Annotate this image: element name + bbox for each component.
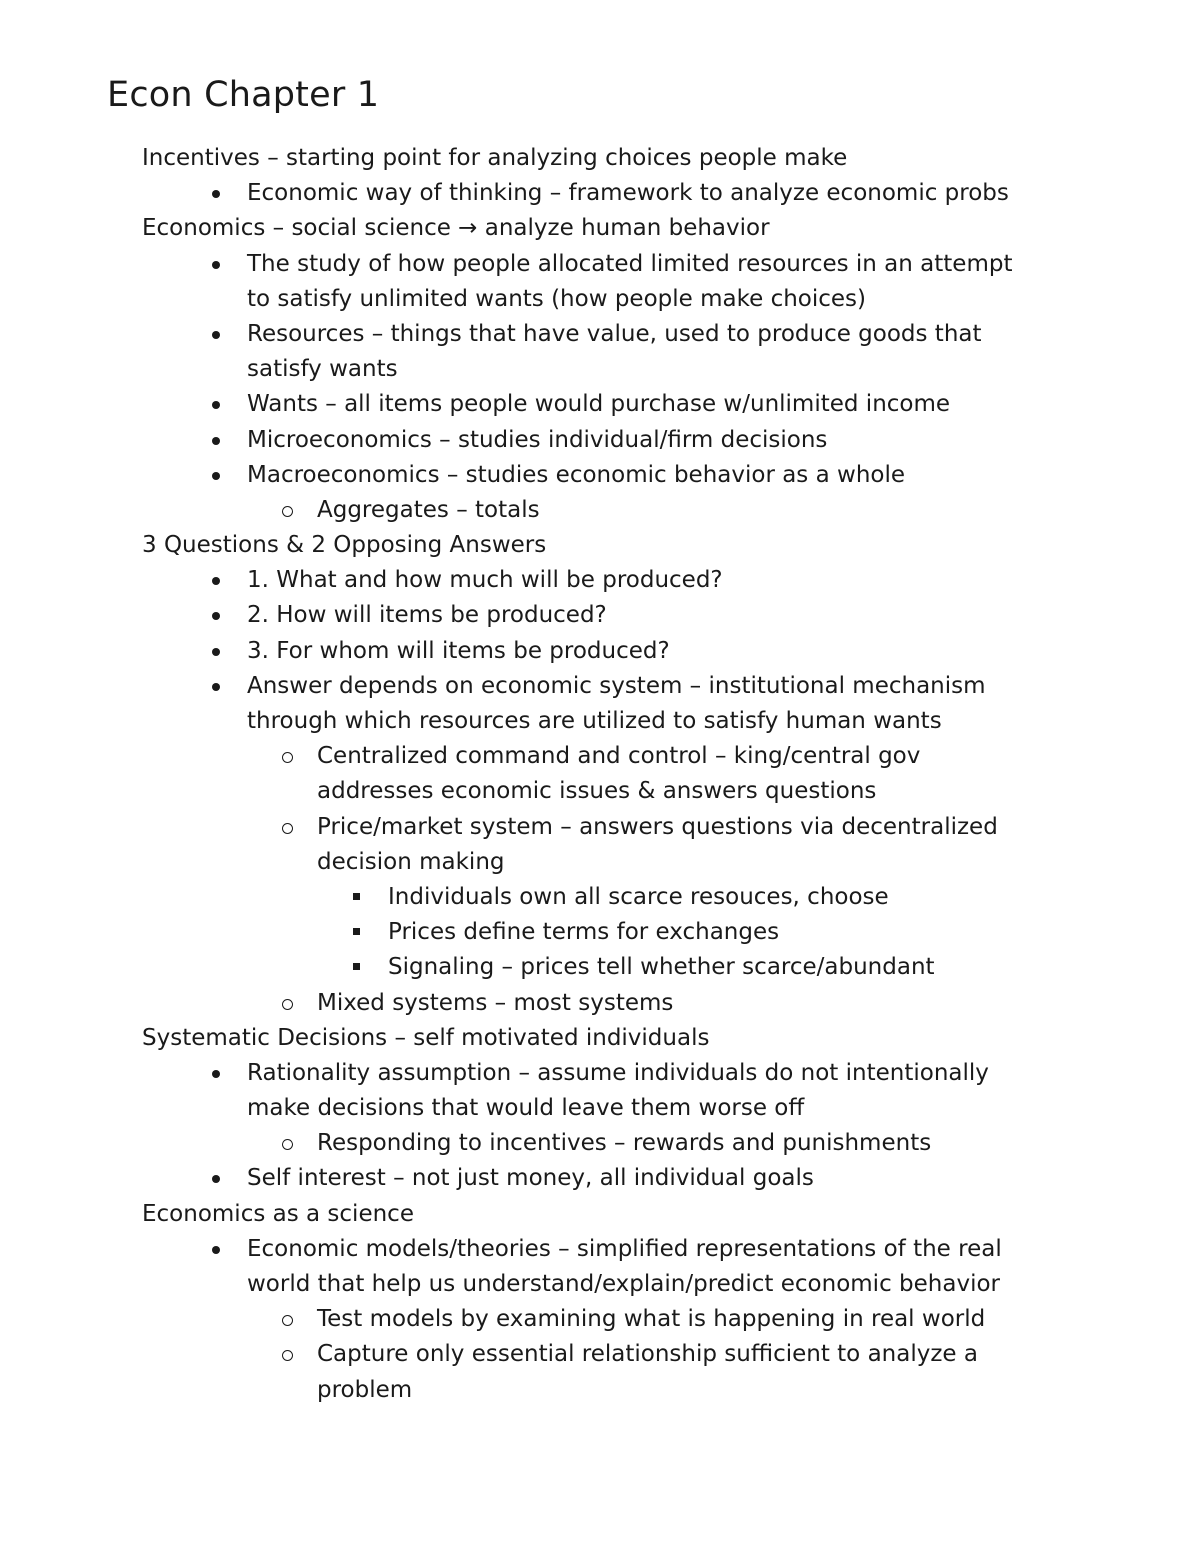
bullet-disc-icon — [212, 1070, 220, 1078]
outline-line-text: Incentives – starting point for analyzing choices people make — [142, 145, 848, 171]
outline-line — [0, 1232, 1200, 1267]
bullet-disc-icon — [212, 1175, 220, 1183]
outline-line-text: addresses economic issues & answers questions — [317, 778, 877, 805]
outline-line-text: 3. For whom will items be produced? — [247, 637, 670, 664]
bullet-square-icon — [353, 963, 360, 970]
outline-line-text: Centralized command and control – king/central gov — [317, 743, 921, 770]
outline-line — [0, 1161, 1200, 1196]
outline-line — [0, 915, 1200, 950]
bullet-disc-icon — [212, 401, 220, 409]
outline-line — [0, 1337, 1200, 1372]
outline-line — [0, 598, 1200, 633]
bullet-disc-icon — [212, 261, 220, 269]
outline-line-text: world that help us understand/explain/predict economic behavior — [247, 1271, 1000, 1297]
bullet-disc-icon — [212, 683, 220, 691]
bullet-disc-icon — [212, 472, 220, 480]
outline-line-text: 2. How will items be produced? — [247, 602, 607, 629]
document-title: Econ Chapter 1 — [107, 75, 380, 115]
outline-line — [0, 950, 1200, 985]
bullet-square-icon — [353, 928, 360, 935]
bullet-square-icon — [353, 893, 360, 900]
outline-line-text: Self interest – not just money, all individual goals — [247, 1165, 814, 1192]
outline-line — [0, 352, 1200, 387]
outline-line — [0, 1021, 1200, 1056]
outline-line-text: make decisions that would leave them worse off — [247, 1095, 805, 1122]
outline-line — [0, 845, 1200, 880]
outline-line-text: Macroeconomics – studies economic behavior as a whole — [247, 461, 906, 488]
outline-line — [0, 282, 1200, 317]
bullet-circle-icon — [282, 1139, 293, 1150]
outline-line-text: Test models by examining what is happening in real world — [317, 1306, 986, 1333]
outline-line — [0, 704, 1200, 739]
outline-line-text: Economic models/theories – simplified representations of the real — [247, 1235, 1002, 1262]
outline-line — [0, 1197, 1200, 1232]
outline-line — [0, 774, 1200, 809]
outline-line-text: 1. What and how much will be produced? — [247, 567, 723, 594]
outline-line — [0, 493, 1200, 528]
outline-line-text: Systematic Decisions – self motivated individuals — [142, 1024, 710, 1051]
bullet-disc-icon — [212, 331, 220, 339]
outline-line-text: Rationality assumption – assume individuals do not intentionally — [247, 1059, 989, 1086]
outline-line — [0, 1056, 1200, 1091]
outline-line-text: Price/market system – answers questions via decentralized — [317, 813, 998, 840]
outline-line — [0, 634, 1200, 669]
outline-line — [0, 211, 1200, 246]
outline-line — [0, 563, 1200, 598]
outline-line — [0, 317, 1200, 352]
outline-line — [0, 458, 1200, 493]
outline-line-text: Individuals own all scarce resouces, choose — [388, 883, 889, 910]
outline-line-text: Prices define terms for exchanges — [388, 919, 780, 946]
outline-line-text: satisfy wants — [247, 356, 398, 383]
bullet-disc-icon — [212, 612, 220, 620]
bullet-disc-icon — [212, 648, 220, 656]
outline-line-text: Responding to incentives – rewards and punishments — [317, 1130, 932, 1157]
outline-line — [0, 739, 1200, 774]
outline-line — [0, 986, 1200, 1021]
outline-line-text: Economic way of thinking – framework to analyze economic probs — [247, 180, 1009, 207]
outline-line — [0, 141, 1200, 176]
bullet-circle-icon — [282, 1350, 293, 1361]
outline-line-text: Mixed systems – most systems — [317, 989, 674, 1016]
bullet-circle-icon — [282, 823, 293, 834]
outline-line-text: Economics – social science → analyze human behavior — [142, 215, 770, 242]
outline-line — [0, 1373, 1200, 1408]
outline-line — [0, 810, 1200, 845]
outline-line — [0, 880, 1200, 915]
outline-line-text: The study of how people allocated limited resources in an attempt — [247, 250, 1013, 277]
outline-line — [0, 528, 1200, 563]
bullet-disc-icon — [212, 190, 220, 198]
bullet-circle-icon — [282, 1315, 293, 1326]
outline-line — [0, 387, 1200, 422]
outline-line-text: Capture only essential relationship sufficient to analyze a — [317, 1341, 978, 1368]
outline-line — [0, 423, 1200, 458]
outline-line — [0, 1302, 1200, 1337]
outline-line-text: Economics as a science — [142, 1200, 414, 1227]
outline-line-text: through which resources are utilized to satisfy human wants — [247, 708, 942, 734]
outline-line-text: Aggregates – totals — [317, 496, 540, 523]
outline-line-text: Wants – all items people would purchase w/unlimited income — [247, 391, 951, 418]
outline-line — [0, 176, 1200, 211]
bullet-circle-icon — [282, 506, 293, 517]
outline-line-text: Resources – things that have value, used to produce goods that — [247, 320, 982, 347]
outline-line — [0, 1126, 1200, 1161]
bullet-disc-icon — [212, 1246, 220, 1254]
bullet-circle-icon — [282, 999, 293, 1010]
bullet-circle-icon — [282, 752, 293, 763]
outline-line-text: Signaling – prices tell whether scarce/abundant — [388, 954, 935, 981]
bullet-disc-icon — [212, 577, 220, 585]
outline-line-text: 3 Questions & 2 Opposing Answers — [142, 532, 547, 559]
outline-line-text: problem — [317, 1376, 413, 1403]
outline-line-text: Microeconomics – studies individual/firm decisions — [247, 426, 828, 453]
outline-line — [0, 247, 1200, 282]
outline-line-text: Answer depends on economic system – institutional mechanism — [247, 672, 986, 699]
outline-line-text: to satisfy unlimited wants (how people make choices) — [247, 285, 867, 312]
outline-line — [0, 669, 1200, 704]
bullet-disc-icon — [212, 437, 220, 445]
outline-line-text: decision making — [317, 848, 505, 875]
outline-line — [0, 1267, 1200, 1302]
notes-outline — [0, 141, 1200, 1408]
outline-line — [0, 1091, 1200, 1126]
